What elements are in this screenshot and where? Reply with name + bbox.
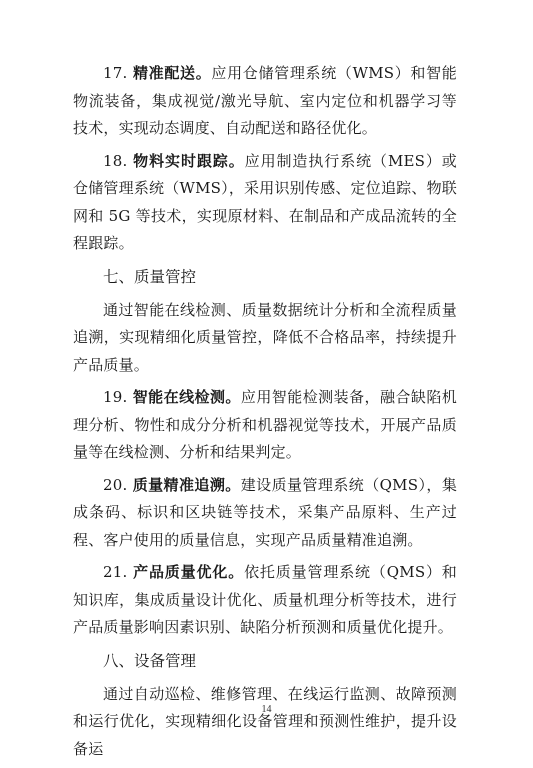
item-20-title: 质量精准追溯。 [132,475,241,494]
page-content [73,60,457,768]
item-17-text: 应用仓储管理系统（WMS）和智能物流装备，集成视觉/激光导航、室内定位和机器学习等技术，实现动态调度、自动配送和路径优化。 [73,64,457,137]
item-17-title: 精准配送。 [132,64,212,82]
item-21-text: 依托质量管理系统（QMS）和知识库，集成质量设计优化、质量机理分析等技术，进行产品质量影响因素识别、缺陷分析预测和质量优化提升。 [73,563,458,636]
item-18-text: 应用制造执行系统（MES）或仓储管理系统（WMS），采用识别传感、定位追踪、物联网和 5G 等技术，实现原材料、在制品和产成品流转的全程跟踪。 [73,151,458,252]
item-21-title: 产品质量优化。 [133,563,245,581]
item-20-text: 建设质量管理系统（QMS），集成条码、标识和区块链等技术，采集产品原料、生产过程、客户使用的质量信息，实现产品质量精准追溯。 [73,475,458,549]
item-18-title: 物料实时跟踪。 [133,151,245,170]
item-20-number: 20. [103,475,128,494]
item-21-number: 21. [103,563,128,581]
item-21 [73,559,457,642]
item-18 [73,148,457,258]
item-19 [73,384,457,467]
section-heading-quality-control: 七、质量管控 [103,267,197,286]
item-18-number: 18. [103,151,128,170]
item-19-number: 19. [103,388,128,406]
item-17-number: 17. [103,64,128,82]
equipment-management-intro: 通过自动巡检、维修管理、在线运行监测、故障预测和运行优化，实现精细化设备管理和预测性维护，提升设备运 [73,684,457,758]
item-17 [73,60,457,143]
page-number: 14 [261,704,272,715]
section-heading-equipment-management: 八、设备管理 [103,651,197,670]
quality-control-intro: 通过智能在线检测、质量数据统计分析和全流程质量追溯，实现精细化质量管控，降低不合格品率，持续提升产品质量。 [73,300,457,374]
item-19-title: 智能在线检测。 [132,388,241,406]
item-20 [73,472,457,555]
item-19-text: 应用智能检测装备，融合缺陷机理分析、物性和成分分析和机器视觉等技术，开展产品质量等在线检测、分析和结果判定。 [73,388,458,461]
